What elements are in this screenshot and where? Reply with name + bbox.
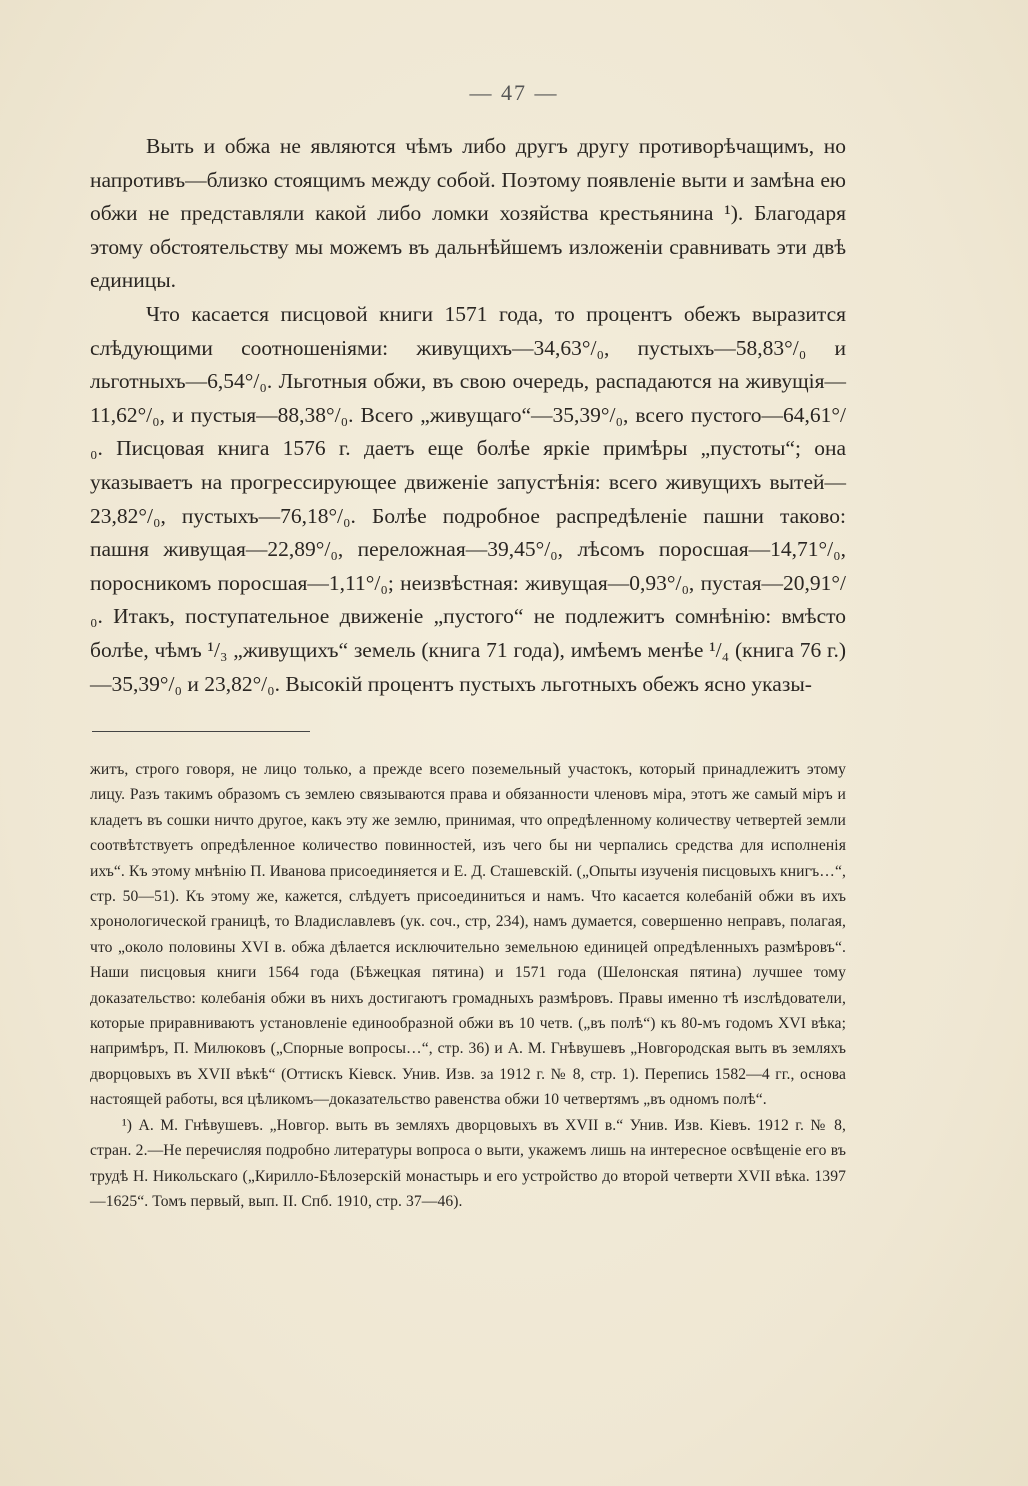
footnotes xyxy=(90,757,846,1214)
footnote-continuation: житъ, строго говоря, не лицо только, а прежде всего поземельный участокъ, который принадлежитъ этому лицу. Разъ такимъ образомъ съ землею связываются права и обязанности членовъ міра, этотъ же самый міръ и кладетъ въ сошки ничто другое, какъ эту же землю, принимая, что опредѣленному количеству четвертей земли соотвѣтствуетъ опредѣленное количество повинностей, изъ чего бы ни черпались средства для исполненія ихъ“. Къ этому мнѣнію П. Иванова присоединяется и Е. Д. Сташевскій. („Опыты изученія писцовыхъ книгъ…“, стр. 50—51). Къ этому же, кажется, слѣдуетъ присоединиться и намъ. Что касается колебаній обжи въ ихъ хронологической границѣ, то Владиславлевъ (ук. соч., стр, 234), намъ думается, совершенно неправъ, полагая, что „около половины XVI в. обжа дѣлается исключительно земельною единицей опредѣленныхъ размѣровъ“. Наши писцовыя книги 1564 года (Бѣжецкая пятина) и 1571 года (Шелонская пятина) лучшее тому доказательство: колебанія обжи въ нихъ достигаютъ громадныхъ размѣровъ. Правы именно тѣ изслѣдователи, которые приравниваютъ установленіе единообразной обжи въ 10 четв. („въ полѣ“) къ 80-мъ годомъ XVI вѣка; напримѣръ, П. Милюковъ („Спорные вопросы…“, стр. 36) и А. М. Гнѣвушевъ „Новгородская выть въ земляхъ дворцовыхъ въ XVII вѣкѣ“ (Оттискъ Кіевск. Унив. Изв. за 1912 г. № 8, стр. 1). Перепись 1582—4 гг., основа настоящей работы, вся цѣликомъ—доказательство равенства обжи 10 четвертямъ „въ одномъ полѣ“. xyxy=(90,761,846,1109)
body-paragraph: Выть и обжа не являются чѣмъ либо другъ другу противорѣчащимъ, но напротивъ—близко стоящимъ между собой. Поэтому появленіе выти и замѣна ею обжи не представляли какой либо ломки хозяйства крестьянина ¹). Благодаря этому обстоятельству мы можемъ въ дальнѣйшемъ изложеніи сравнивать эти двѣ единицы. xyxy=(90,134,846,293)
footnote-1: ¹) А. М. Гнѣвушевъ. „Новгор. выть въ земляхъ дворцовыхъ въ XVII в.“ Унив. Изв. Кіевъ. 1912 г. № 8, стран. 2.—Не перечисляя подробно литературы вопроса о выти, укажемъ лишь на интересное освѣщеніе его въ трудѣ Н. Никольскаго („Кириллo-Бѣлозерскій монастырь и его устройство до второй четверти XVII вѣка. 1397—1625“. Томъ первый, вып. II. Спб. 1910, стр. 37—46). xyxy=(90,1116,846,1210)
main-text xyxy=(90,130,846,701)
body-paragraph: Что касается писцовой книги 1571 года, то процентъ обежъ выразится слѣдующими соотношеніями: живущихъ—34,63°/₀, пустыхъ—58,83°/₀ и льготныхъ—6,54°/₀. Льготныя обжи, въ свою очередь, распадаются на живущія—11,62°/₀, и пустыя—88,38°/₀. Всего „живущаго“—35,39°/₀, всего пустого—64,61°/₀. Писцовая книга 1576 г. даетъ еще болѣе яркіе примѣры „пустоты“; она указываетъ на прогрессирующее движеніе запустѣнія: всего живущихъ вытей—23,82°/₀, пустыхъ—76,18°/₀. Болѣе подробное распредѣленіе пашни таково: пашня живущая—22,89°/₀, переложная—39,45°/₀, лѣсомъ поросшая—14,71°/₀, поросникомъ поросшая—1,11°/₀; неизвѣстная: живущая—0,93°/₀, пустая—20,91°/₀. Итакъ, поступательное движеніе „пустого“ не подлежитъ сомнѣнію: вмѣсто болѣе, чѣмъ ¹/₃ „живущихъ“ земель (книга 71 года), имѣемъ менѣе ¹/₄ (книга 76 г.)—35,39°/₀ и 23,82°/₀. Высокій процентъ пустыхъ льготныхъ обежъ ясно указы- xyxy=(90,301,846,696)
page-number: — 47 — xyxy=(469,80,559,105)
footnote-separator xyxy=(92,731,310,732)
